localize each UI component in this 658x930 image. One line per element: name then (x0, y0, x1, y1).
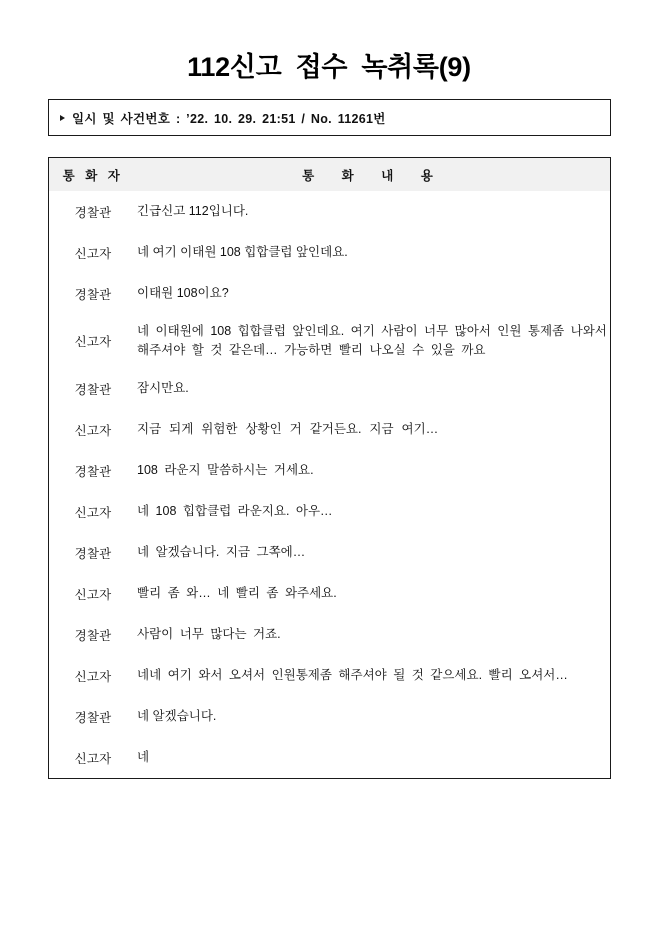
utterance-line: 네네 여기 와서 오셔서 인원통제좀 해주셔야 될 것 같으세요. 빨리 오셔서… (137, 668, 568, 682)
page-title: 112신고 접수 녹취록(9) (187, 52, 471, 82)
table-row (49, 696, 610, 737)
cell-content (137, 450, 610, 491)
cell-speaker: 경찰관 (74, 464, 112, 479)
column-header-content: 통 화 내 용 (137, 158, 610, 191)
transcript-table-wrapper (48, 157, 611, 779)
utterance-line: 네 이태원에 108 힙합클럽 앞인데요. 여기 사람이 너무 많아서 인원 통제좀 나와서 (137, 324, 607, 338)
utterance-line: 사람이 너무 많다는 거죠. (137, 627, 281, 641)
cell-speaker: 경찰관 (74, 546, 112, 561)
cell-speaker: 신고자 (74, 587, 112, 602)
cell-content (137, 491, 610, 532)
cell-content (137, 614, 610, 655)
utterance-line: 네 108 힙합클럽 라운지요. 아우… (137, 504, 333, 518)
utterance-line: 이태원 108이요? (137, 286, 229, 300)
utterance-line: 빨리 좀 와… 네 빨리 좀 와주세요. (137, 586, 337, 600)
case-info-text: 일시 및 사건번호 : ’22. 10. 29. 21:51 / No. 11261번 (72, 111, 386, 126)
utterance-line: 해주셔야 할 것 같은데… 가능하면 빨리 나오실 수 있을 까요 (137, 343, 486, 357)
case-info-box (48, 99, 611, 136)
table-header-row (49, 158, 610, 191)
table-row (49, 491, 610, 532)
cell-content (137, 737, 610, 778)
table-row (49, 273, 610, 314)
cell-content (137, 532, 610, 573)
utterance-line: 네 알겠습니다. (137, 709, 217, 723)
table-row (49, 450, 610, 491)
utterance-line: 네 알겠습니다. 지금 그쪽에… (137, 545, 306, 559)
table-row (49, 191, 610, 232)
cell-speaker: 경찰관 (74, 628, 112, 643)
table-body (49, 191, 610, 778)
cell-content (137, 573, 610, 614)
cell-content (137, 191, 610, 232)
cell-content (137, 232, 610, 273)
cell-speaker: 경찰관 (74, 287, 112, 302)
table-row (49, 655, 610, 696)
utterance-line: 108 라운지 말씀하시는 거세요. (137, 463, 314, 477)
utterance-line: 긴급신고 112입니다. (137, 204, 249, 218)
cell-speaker: 신고자 (74, 669, 112, 684)
cell-content (137, 409, 610, 450)
cell-content (137, 696, 610, 737)
column-header-speaker: 통 화 자 (49, 158, 137, 191)
cell-speaker: 신고자 (74, 423, 112, 438)
cell-content (137, 314, 610, 368)
table-row (49, 409, 610, 450)
triangle-right-icon (60, 115, 65, 121)
table-row (49, 368, 610, 409)
utterance-line: 잠시만요. (137, 381, 189, 395)
cell-speaker: 신고자 (74, 335, 112, 349)
transcript-table (49, 158, 610, 778)
table-row (49, 573, 610, 614)
utterance-line: 네 여기 이태원 108 힙합클럽 앞인데요. (137, 245, 348, 259)
utterance-line: 네 (137, 750, 150, 764)
cell-speaker: 경찰관 (74, 205, 112, 220)
table-row (49, 532, 610, 573)
table-row (49, 232, 610, 273)
cell-speaker: 신고자 (74, 751, 112, 766)
utterance-line: 지금 되게 위험한 상황인 거 같거든요. 지금 여기… (137, 422, 439, 436)
table-row (49, 314, 610, 368)
cell-content (137, 655, 610, 696)
table-header (49, 158, 610, 191)
cell-speaker: 신고자 (74, 246, 112, 261)
cell-speaker: 신고자 (74, 505, 112, 520)
cell-speaker: 경찰관 (74, 382, 112, 397)
table-row (49, 737, 610, 778)
cell-content (137, 368, 610, 409)
table-row (49, 614, 610, 655)
cell-speaker: 경찰관 (74, 710, 112, 725)
cell-content (137, 273, 610, 314)
